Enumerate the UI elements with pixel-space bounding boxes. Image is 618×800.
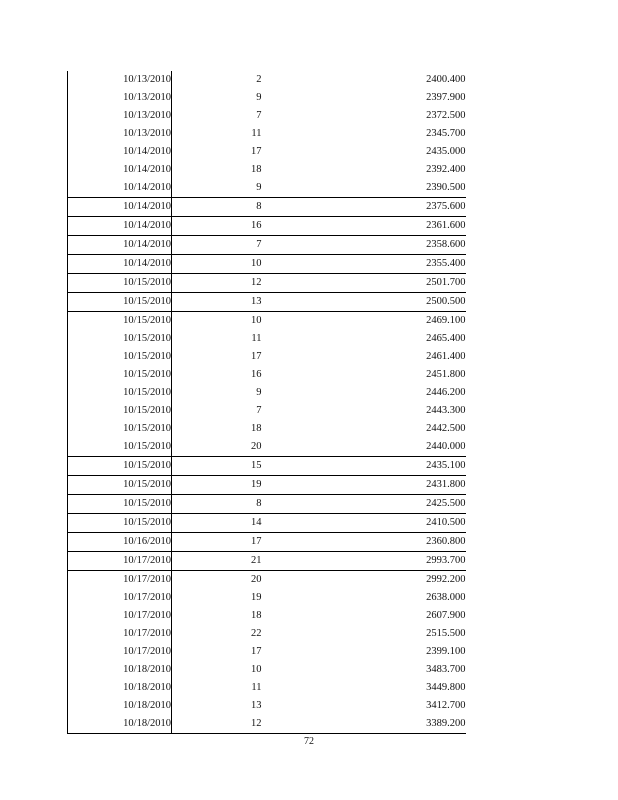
sensor-cell: 18 (251, 610, 262, 621)
value-cell: 2345.700 (426, 128, 466, 139)
sensor-cell: 10 (251, 664, 262, 675)
date-cell: 10/15/2010 (68, 366, 172, 384)
value-cell: 3449.800 (426, 682, 466, 693)
table-row (68, 589, 466, 607)
date-cell: 10/15/2010 (68, 384, 172, 402)
value-cell: 2469.100 (262, 312, 466, 331)
value-cell: 2400.400 (426, 74, 466, 85)
table-row (68, 643, 466, 661)
value-cell: 2442.500 (426, 423, 466, 434)
date-cell: 10/18/2010 (68, 697, 172, 715)
sensor-cell: 17 (251, 351, 262, 362)
sensor-cell: 2 (256, 74, 262, 85)
date-cell: 10/14/2010 (68, 143, 172, 161)
sensor-cell: 11 (251, 682, 262, 693)
table-row (68, 293, 466, 312)
value-cell: 2446.200 (426, 387, 466, 398)
data-table-body (68, 71, 466, 734)
table-row (68, 438, 466, 457)
value-cell: 2435.100 (262, 457, 466, 476)
table-row (68, 457, 466, 476)
sensor-cell: 7 (172, 236, 262, 255)
value-cell: 2435.000 (426, 146, 466, 157)
sensor-cell: 20 (172, 571, 262, 590)
value-cell: 2501.700 (262, 274, 466, 293)
value-cell: 2397.900 (426, 92, 466, 103)
sensor-cell: 8 (172, 198, 262, 217)
sensor-cell: 11 (251, 128, 262, 139)
table-row (68, 697, 466, 715)
date-cell: 10/17/2010 (68, 589, 172, 607)
date-cell: 10/15/2010 (68, 330, 172, 348)
value-cell: 3483.700 (426, 664, 466, 675)
sensor-cell: 9 (256, 182, 262, 193)
value-cell: 2440.000 (426, 441, 466, 452)
value-cell: 2500.500 (262, 293, 466, 312)
value-cell: 2399.100 (426, 646, 466, 657)
table-row (68, 366, 466, 384)
date-cell: 10/17/2010 (68, 552, 172, 571)
date-cell: 10/15/2010 (68, 293, 172, 312)
value-cell: 3389.200 (262, 715, 466, 734)
value-cell: 2360.800 (262, 533, 466, 552)
value-cell: 2638.000 (426, 592, 466, 603)
table-row (68, 236, 466, 255)
value-cell: 2465.400 (426, 333, 466, 344)
page-number: 72 (304, 736, 314, 747)
value-cell: 2358.600 (262, 236, 466, 255)
sensor-cell: 14 (172, 514, 262, 533)
value-cell: 2361.600 (262, 217, 466, 236)
sensor-cell: 7 (256, 110, 262, 121)
sensor-cell: 12 (172, 274, 262, 293)
date-cell: 10/13/2010 (68, 125, 172, 143)
value-cell: 2515.500 (426, 628, 466, 639)
date-cell: 10/15/2010 (68, 495, 172, 514)
date-cell: 10/17/2010 (68, 607, 172, 625)
date-cell: 10/14/2010 (68, 217, 172, 236)
table-row (68, 625, 466, 643)
sensor-cell: 19 (251, 592, 262, 603)
table-row (68, 89, 466, 107)
date-cell: 10/15/2010 (68, 274, 172, 293)
date-cell: 10/15/2010 (68, 312, 172, 331)
sensor-cell: 10 (172, 255, 262, 274)
table-row (68, 420, 466, 438)
sensor-cell: 12 (172, 715, 262, 734)
value-cell: 2372.500 (426, 110, 466, 121)
sensor-cell: 15 (172, 457, 262, 476)
table-row (68, 348, 466, 366)
table-row (68, 402, 466, 420)
table-row (68, 571, 466, 590)
value-cell: 2451.800 (426, 369, 466, 380)
table-row (68, 312, 466, 331)
table-row (68, 255, 466, 274)
sensor-cell: 13 (172, 293, 262, 312)
value-cell: 2443.300 (426, 405, 466, 416)
table-row (68, 495, 466, 514)
table-row (68, 330, 466, 348)
date-cell: 10/14/2010 (68, 236, 172, 255)
date-cell: 10/18/2010 (68, 679, 172, 697)
value-cell: 3412.700 (426, 700, 466, 711)
table-row (68, 514, 466, 533)
value-cell: 2410.500 (262, 514, 466, 533)
value-cell: 2355.400 (262, 255, 466, 274)
date-cell: 10/17/2010 (68, 571, 172, 590)
table-row (68, 552, 466, 571)
value-cell: 2425.500 (262, 495, 466, 514)
sensor-cell: 20 (251, 441, 262, 452)
table-row (68, 533, 466, 552)
date-cell: 10/15/2010 (68, 420, 172, 438)
table-row (68, 715, 466, 734)
table-row (68, 476, 466, 495)
table-row (68, 71, 466, 89)
sensor-cell: 21 (172, 552, 262, 571)
date-cell: 10/14/2010 (68, 255, 172, 274)
date-cell: 10/15/2010 (68, 348, 172, 366)
data-table (67, 71, 466, 734)
table-row (68, 274, 466, 293)
date-cell: 10/15/2010 (68, 457, 172, 476)
date-cell: 10/18/2010 (68, 661, 172, 679)
table-row (68, 679, 466, 697)
date-cell: 10/13/2010 (68, 71, 172, 89)
date-cell: 10/17/2010 (68, 625, 172, 643)
sensor-cell: 9 (256, 92, 262, 103)
date-cell: 10/13/2010 (68, 89, 172, 107)
value-cell: 2375.600 (262, 198, 466, 217)
date-cell: 10/14/2010 (68, 179, 172, 198)
sensor-cell: 17 (251, 646, 262, 657)
sensor-cell: 17 (172, 533, 262, 552)
sensor-cell: 22 (251, 628, 262, 639)
table-row (68, 661, 466, 679)
sensor-cell: 8 (172, 495, 262, 514)
date-cell: 10/15/2010 (68, 402, 172, 420)
value-cell: 2993.700 (262, 552, 466, 571)
sensor-cell: 10 (172, 312, 262, 331)
sensor-cell: 11 (251, 333, 262, 344)
sensor-cell: 9 (256, 387, 262, 398)
table-row (68, 161, 466, 179)
date-cell: 10/17/2010 (68, 643, 172, 661)
table-row (68, 143, 466, 161)
sensor-cell: 16 (172, 217, 262, 236)
date-cell: 10/15/2010 (68, 438, 172, 457)
sensor-cell: 16 (251, 369, 262, 380)
sensor-cell: 18 (251, 164, 262, 175)
value-cell: 2390.500 (426, 182, 466, 193)
date-cell: 10/14/2010 (68, 198, 172, 217)
date-cell: 10/15/2010 (68, 514, 172, 533)
table-row (68, 179, 466, 198)
date-cell: 10/15/2010 (68, 476, 172, 495)
sensor-cell: 7 (256, 405, 262, 416)
value-cell: 2992.200 (262, 571, 466, 590)
table-row (68, 107, 466, 125)
table-row (68, 217, 466, 236)
table-row (68, 198, 466, 217)
table-row (68, 384, 466, 402)
value-cell: 2461.400 (426, 351, 466, 362)
date-cell: 10/13/2010 (68, 107, 172, 125)
value-cell: 2392.400 (426, 164, 466, 175)
table-row (68, 607, 466, 625)
table-row (68, 125, 466, 143)
sensor-cell: 17 (251, 146, 262, 157)
date-cell: 10/16/2010 (68, 533, 172, 552)
date-cell: 10/14/2010 (68, 161, 172, 179)
sensor-cell: 18 (251, 423, 262, 434)
date-cell: 10/18/2010 (68, 715, 172, 734)
value-cell: 2431.800 (262, 476, 466, 495)
sensor-cell: 13 (251, 700, 262, 711)
sensor-cell: 19 (172, 476, 262, 495)
value-cell: 2607.900 (426, 610, 466, 621)
